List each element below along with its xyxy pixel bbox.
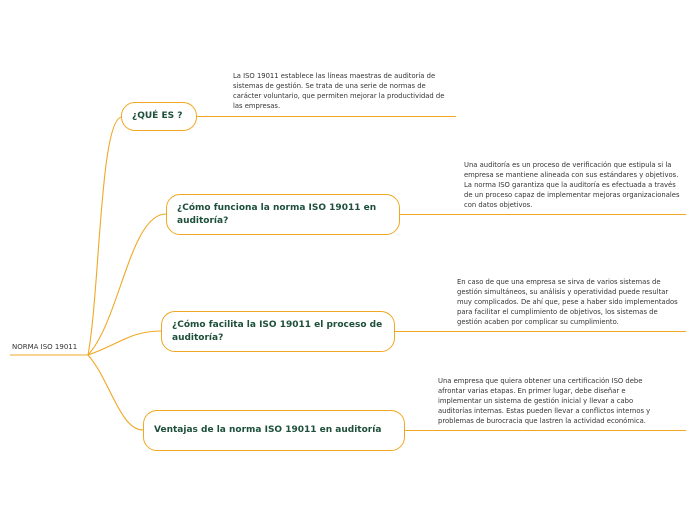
connector-branch-1: [88, 117, 122, 355]
branch-note: La ISO 19011 establece las líneas maestras de auditoría de sistemas de gestión. Se trata de una serie de normas de carácter voluntario, que permiten mejorar la productividad de las empresas.: [233, 72, 445, 110]
branch-como-facilita[interactable]: [161, 311, 395, 352]
branch-title: ¿Cómo funciona la norma ISO 19011 en auditoría?: [177, 202, 377, 226]
connector-branch-4: [88, 355, 143, 430]
branch-connector-line: [394, 331, 686, 332]
root-node[interactable]: NORMA ISO 19011: [12, 343, 78, 351]
branch-title: ¿Cómo facilita la ISO 19011 el proceso de auditoría?: [172, 319, 383, 343]
branch-note: En caso de que una empresa se sirva de varios sistemas de gestión simultáneos, su análisis y operatividad puede resultar muy complicados. De ahí que, pese a haber sido implementados para facilitar el cumplimiento de objetivos, los sistemas de gestión acaben por complicar su cumplimiento.: [457, 278, 678, 326]
branch-connector-line: [399, 214, 686, 215]
connector-branch-3: [88, 331, 161, 355]
branch-note: Una empresa que quiera obtener una certificación ISO debe afrontar varias etapas. En primer lugar, debe diseñar e implementar un sistema de gestión inicial y llevar a cabo auditorías internas. Estas pueden llevar a conflictos internos y problemas de burocracia que lastren la actividad económica.: [438, 377, 651, 425]
branch-ventajas[interactable]: [143, 410, 405, 451]
branch-title: Ventajas de la norma ISO 19011 en auditoría: [154, 425, 382, 435]
branch-connector-line: [404, 430, 686, 431]
branch-connector-line: [196, 116, 456, 117]
branch-como-funciona[interactable]: [166, 194, 400, 235]
branch-que-es[interactable]: [121, 102, 197, 131]
branch-title: ¿QUÉ ES ?: [132, 111, 183, 121]
branch-note: Una auditoría es un proceso de verificación que estipula si la empresa se mantiene alineada con sus estándares y objetivos. La norma ISO garantiza que la auditoría es efectuada a través de un proceso capaz de implementar mejoras organizacionales con datos objetivos.: [464, 161, 680, 209]
